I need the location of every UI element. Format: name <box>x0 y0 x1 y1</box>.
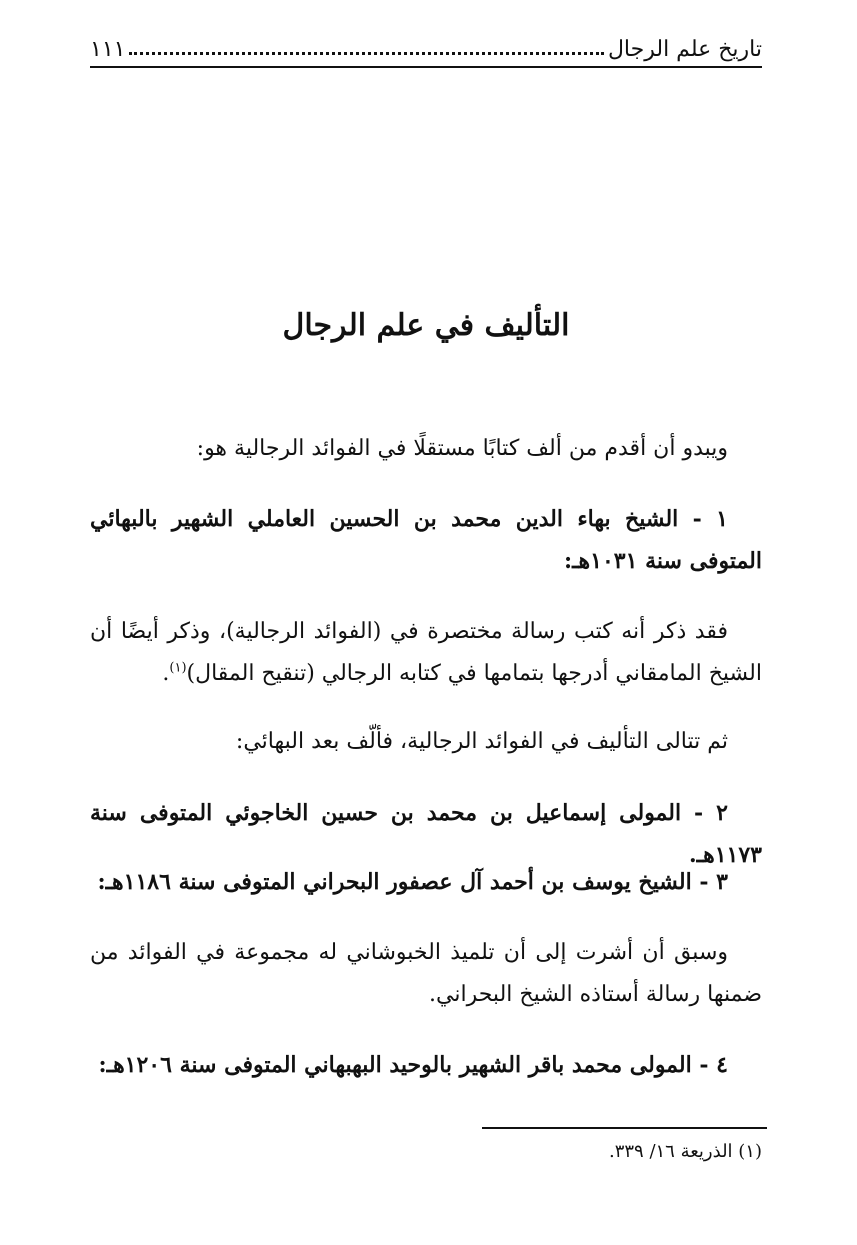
chapter-title: التأليف في علم الرجال <box>282 308 570 343</box>
list-item-2: ٢ - المولى إسماعيل بن محمد بن حسين الخاجوئي المتوفى سنة ١١٧٣هـ. <box>90 800 762 868</box>
body-paragraph-2-text: فقد ذكر أنه كتب رسالة مختصرة في (الفوائد الرجالية)، وذكر أيضًا أن الشيخ المامقاني أدرجها بتمامها في كتابه الرجالي (تنقيح المقال) <box>90 619 762 686</box>
body-paragraph-4: وسبق أن أشرت إلى أن تلميذ الخبوشاني له مجموعة في الفوائد من ضمنها رسالة أستاذه الشيخ البحراني. <box>90 940 762 1007</box>
body-paragraph-2-end: . <box>162 661 170 686</box>
page-number: ١١١ <box>90 37 126 62</box>
intro-paragraph: ويبدو أن أقدم من ألف كتابًا مستقلًا في الفوائد الرجالية هو: <box>196 436 728 461</box>
footnote: (١) الذريعة ١٦/ ٣٣٩. <box>608 1141 762 1162</box>
footnote-separator <box>482 1127 767 1129</box>
list-item-4: ٤ - المولى محمد باقر الشهير بالوحيد البهبهاني المتوفى سنة ١٢٠٦هـ: <box>98 1052 728 1078</box>
list-item-1: ١ - الشيخ بهاء الدين محمد بن الحسين العاملي الشهير بالبهائي المتوفى سنة ١٠٣١هـ: <box>90 506 762 574</box>
body-paragraph-2 <box>90 611 762 695</box>
footnote-reference: (١) <box>169 660 187 676</box>
body-paragraph-3: ثم تتالى التأليف في الفوائد الرجالية، فألّف بعد البهائي: <box>235 729 728 754</box>
running-header <box>90 28 762 68</box>
header-dot-leader <box>129 52 603 55</box>
running-header-title: تاريخ علم الرجال <box>607 37 762 62</box>
list-item-3: ٣ - الشيخ يوسف بن أحمد آل عصفور البحراني المتوفى سنة ١١٨٦هـ: <box>97 869 728 895</box>
